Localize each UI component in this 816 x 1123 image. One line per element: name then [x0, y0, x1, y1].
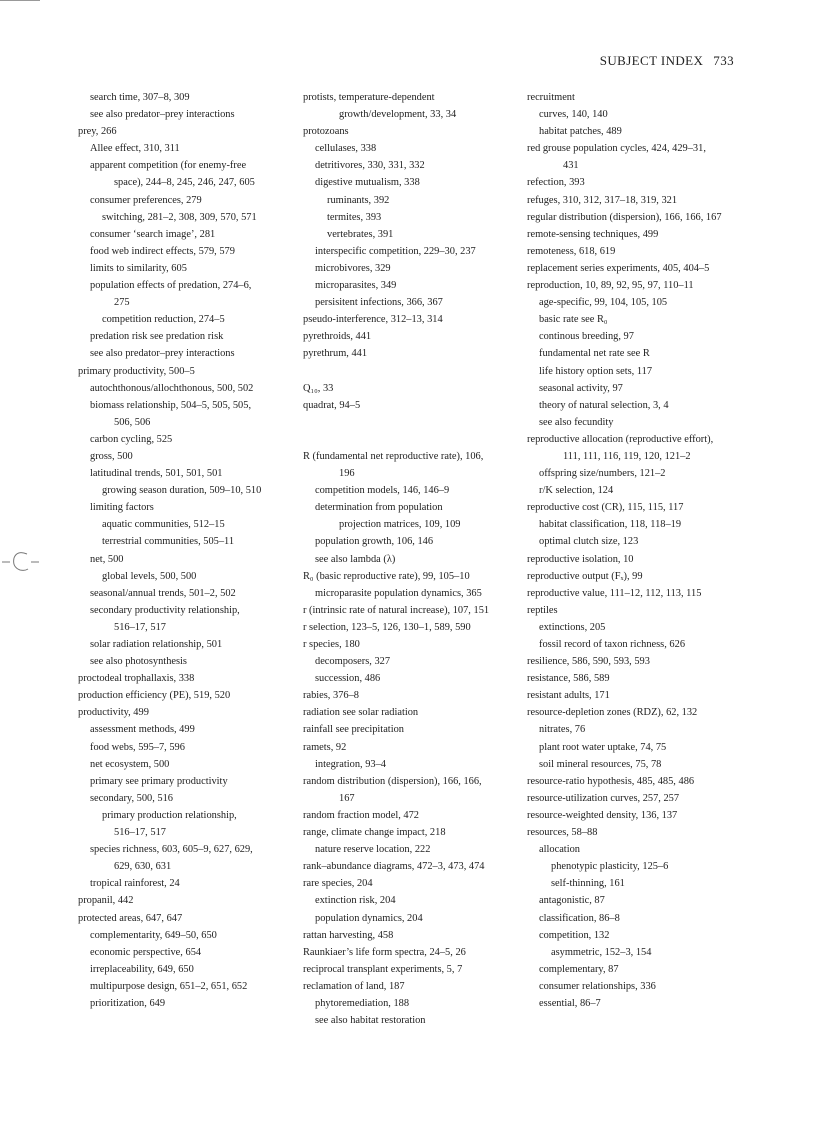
index-entry: offspring size/numbers, 121–2: [539, 468, 666, 480]
index-entry: 629, 630, 631: [114, 861, 172, 873]
index-column-1: [78, 89, 303, 1012]
index-entry: fossil record of taxon richness, 626: [539, 639, 686, 650]
index-entry: termites, 393: [327, 211, 382, 223]
index-entry: species richness, 603, 605–9, 627, 629,: [90, 844, 253, 856]
index-column-2: [303, 89, 528, 1029]
registration-mark-icon: [0, 545, 40, 575]
index-entry: asymmetric, 152–3, 154: [551, 946, 652, 958]
index-entry: prey, 266: [78, 126, 117, 138]
index-entry: optimal clutch size, 123: [539, 536, 639, 548]
index-entry: life history option sets, 117: [539, 365, 653, 377]
index-entry: economic perspective, 654: [90, 946, 202, 958]
index-entry: microparasites, 349: [315, 280, 397, 292]
index-entry: antagonistic, 87: [539, 895, 605, 907]
index-entry: consumer relationships, 336: [539, 980, 656, 992]
index-entry: irreplaceability, 649, 650: [90, 963, 194, 975]
index-entry: resource-ratio hypothesis, 485, 485, 486: [527, 775, 695, 787]
index-entry: extinctions, 205: [539, 621, 606, 633]
index-entry: Raunkiaer’s life form spectra, 24–5, 26: [303, 946, 466, 958]
index-entry: see also habitat restoration: [315, 1015, 426, 1027]
index-entry: seasonal activity, 97: [539, 382, 623, 394]
index-entry: see also predator–prey interactions: [90, 109, 235, 121]
index-entry: interspecific competition, 229–30, 237: [315, 245, 476, 257]
index-entry: Q₁₀, 33: [303, 382, 334, 394]
index-entry: global levels, 500, 500: [102, 570, 197, 582]
index-entry: fundamental net rate see R: [539, 348, 650, 360]
index-entry: latitudinal trends, 501, 501, 501: [90, 468, 223, 480]
index-entry: reproductive isolation, 10: [527, 553, 634, 565]
index-entry: protists, temperature-dependent: [303, 92, 435, 103]
index-entry: search time, 307–8, 309: [90, 92, 190, 103]
index-entry: primary productivity, 500–5: [78, 365, 195, 377]
index-entry: resource-weighted density, 136, 137: [527, 809, 678, 821]
index-entry: 431: [563, 160, 579, 172]
index-entry: allocation: [539, 844, 580, 856]
index-entry: reclamation of land, 187: [303, 980, 405, 992]
index-entry: reproductive allocation (reproductive effort),: [527, 433, 714, 445]
index-entry: secondary, 500, 516: [90, 792, 174, 804]
index-entry: limiting factors: [90, 502, 154, 514]
index-entry: self-thinning, 161: [551, 878, 625, 890]
index-entry: succession, 486: [315, 673, 381, 685]
index-entry: reciprocal transplant experiments, 5, 7: [303, 963, 463, 975]
index-entry: apparent competition (for enemy-free: [90, 160, 247, 172]
index-entry: integration, 93–4: [315, 758, 386, 770]
index-entry: soil mineral resources, 75, 78: [539, 758, 662, 770]
index-entry: consumer preferences, 279: [90, 194, 202, 206]
index-gap: [303, 414, 528, 431]
index-entry: carbon cycling, 525: [90, 433, 173, 445]
index-entry: essential, 86–7: [539, 997, 601, 1009]
index-entry: phenotypic plasticity, 125–6: [551, 861, 669, 873]
index-entry: switching, 281–2, 308, 309, 570, 571: [102, 211, 257, 223]
index-entry: 516–17, 517: [114, 621, 166, 633]
index-entry: habitat classification, 118, 118–19: [539, 519, 682, 531]
index-entry: regular distribution (dispersion), 166, 166, 167: [527, 211, 722, 223]
index-entry: refection, 393: [527, 177, 585, 189]
index-entry: Allee effect, 310, 311: [90, 143, 180, 155]
index-entry: primary production relationship,: [102, 809, 237, 821]
index-entry: population growth, 106, 146: [315, 536, 434, 548]
index-entry: reptiles: [527, 604, 558, 616]
index-entry: complementarity, 649–50, 650: [90, 929, 217, 941]
index-entry: rank–abundance diagrams, 472–3, 473, 474: [303, 861, 485, 873]
index-entry: tropical rainforest, 24: [90, 878, 180, 890]
index-entry: nitrates, 76: [539, 724, 586, 736]
running-header: [600, 53, 734, 69]
index-entry: net ecosystem, 500: [90, 758, 170, 770]
index-entry: see also photosynthesis: [90, 656, 187, 668]
index-entry: primary see primary productivity: [90, 775, 228, 787]
index-entry: prioritization, 649: [90, 997, 166, 1009]
index-entry: proctodeal trophallaxis, 338: [78, 673, 195, 685]
index-entry: production efficiency (PE), 519, 520: [78, 690, 231, 702]
index-entry: net, 500: [90, 553, 124, 565]
index-entry: growing season duration, 509–10, 510: [102, 485, 262, 497]
index-entry: see also predator–prey interactions: [90, 348, 235, 360]
index-entry: nature reserve location, 222: [315, 844, 431, 856]
index-entry: resource-utilization curves, 257, 257: [527, 792, 680, 804]
index-gap: [303, 363, 528, 380]
index-entry: vertebrates, 391: [327, 228, 394, 240]
index-entry: r/K selection, 124: [539, 485, 614, 497]
index-entry: see also fecundity: [539, 416, 614, 428]
index-entry: random fraction model, 472: [303, 809, 419, 821]
index-entry: persisitent infections, 366, 367: [315, 297, 443, 309]
index-entry: solar radiation relationship, 501: [90, 639, 223, 650]
index-entry: reproductive cost (CR), 115, 115, 117: [527, 502, 684, 514]
index-entry: population dynamics, 204: [315, 912, 423, 924]
index-entry: resources, 58–88: [527, 827, 598, 839]
index-entry: ramets, 92: [303, 741, 347, 753]
index-entry: r species, 180: [303, 639, 360, 650]
index-entry: multipurpose design, 651–2, 651, 652: [90, 980, 248, 992]
index-entry: rabies, 376–8: [303, 690, 359, 702]
index-entry: remote-sensing techniques, 499: [527, 228, 659, 240]
index-entry: secondary productivity relationship,: [90, 604, 240, 616]
index-entry: R₀ (basic reproductive rate), 99, 105–10: [303, 570, 470, 582]
index-entry: decomposers, 327: [315, 656, 391, 668]
index-entry: pyrethroids, 441: [303, 331, 372, 343]
index-entry: resistance, 586, 589: [527, 673, 610, 685]
index-entry: space), 244–8, 245, 246, 247, 605: [114, 177, 255, 189]
index-entry: autochthonous/allochthonous, 500, 502: [90, 382, 254, 394]
index-entry: microparasite population dynamics, 365: [315, 587, 482, 599]
index-entry: gross, 500: [90, 450, 133, 462]
index-entry: cellulases, 338: [315, 143, 377, 155]
index-entry: 196: [339, 468, 355, 480]
index-entry: seasonal/annual trends, 501–2, 502: [90, 587, 236, 599]
crop-mark: [0, 0, 40, 5]
index-entry: classification, 86–8: [539, 912, 620, 924]
index-entry: assessment methods, 499: [90, 724, 195, 736]
index-entry: reproductive value, 111–12, 112, 113, 115: [527, 587, 702, 599]
index-entry: plant root water uptake, 74, 75: [539, 741, 667, 753]
index-entry: radiation see solar radiation: [303, 707, 419, 719]
index-entry: food webs, 595–7, 596: [90, 741, 185, 753]
index-entry: predation risk see predation risk: [90, 331, 224, 343]
index-gap: [303, 431, 528, 448]
index-entry: 275: [114, 297, 130, 309]
index-entry: resource-depletion zones (RDZ), 62, 132: [527, 707, 698, 719]
index-entry: biomass relationship, 504–5, 505, 505,: [90, 399, 252, 411]
section-title: SUBJECT INDEX: [599, 53, 704, 68]
index-entry: rainfall see precipitation: [303, 724, 404, 736]
index-entry: microbivores, 329: [315, 262, 391, 274]
index-entry: 516–17, 517: [114, 827, 166, 839]
index-entry: range, climate change impact, 218: [303, 827, 446, 839]
index-entry: extinction risk, 204: [315, 895, 396, 907]
index-entry: age-specific, 99, 104, 105, 105: [539, 297, 668, 309]
index-entry: habitat patches, 489: [539, 126, 622, 138]
index-entry: aquatic communities, 512–15: [102, 519, 225, 531]
index-entry: food web indirect effects, 579, 579: [90, 245, 235, 257]
index-entry: random distribution (dispersion), 166, 166,: [303, 775, 482, 787]
index-entry: remoteness, 618, 619: [527, 245, 616, 257]
index-entry: r (intrinsic rate of natural increase), 107, 151: [303, 604, 490, 616]
index-entry: complementary, 87: [539, 963, 619, 975]
index-entry: 506, 506: [114, 416, 151, 428]
index-entry: competition reduction, 274–5: [102, 314, 225, 326]
index-entry: protected areas, 647, 647: [78, 912, 183, 924]
index-entry: rare species, 204: [303, 878, 373, 890]
index-entry: continous breeding, 97: [539, 331, 634, 343]
index-entry: basic rate see R₀: [539, 314, 608, 326]
index-entry: r selection, 123–5, 126, 130–1, 589, 590: [303, 621, 471, 633]
index-entry: digestive mutualism, 338: [315, 177, 420, 189]
index-entry: rattan harvesting, 458: [303, 929, 394, 941]
index-entry: quadrat, 94–5: [303, 399, 361, 411]
index-entry: replacement series experiments, 405, 404–5: [527, 262, 710, 274]
index-entry: reproduction, 10, 89, 92, 95, 97, 110–11: [527, 280, 694, 292]
index-entry: consumer ‘search image’, 281: [90, 228, 216, 240]
index-entry: 167: [339, 792, 355, 804]
index-entry: theory of natural selection, 3, 4: [539, 399, 669, 411]
index-entry: refuges, 310, 312, 317–18, 319, 321: [527, 194, 678, 206]
index-entry: see also lambda (λ): [315, 553, 396, 565]
index-entry: population effects of predation, 274–6,: [90, 280, 252, 292]
index-entry: propanil, 442: [78, 895, 134, 907]
index-entry: reproductive output (Fₓ), 99: [527, 570, 643, 582]
index-entry: 111, 111, 116, 119, 120, 121–2: [563, 450, 691, 462]
index-entry: detritivores, 330, 331, 332: [315, 160, 425, 172]
page-number: 733: [713, 53, 734, 68]
index-entry: competition models, 146, 146–9: [315, 485, 450, 497]
index-entry: projection matrices, 109, 109: [339, 519, 461, 531]
index-entry: ruminants, 392: [327, 194, 390, 206]
index-entry: competition, 132: [539, 929, 610, 941]
index-entry: terrestrial communities, 505–11: [102, 536, 235, 548]
index-entry: resistant adults, 171: [527, 690, 610, 702]
index-entry: resilience, 586, 590, 593, 593: [527, 656, 650, 668]
index-entry: determination from population: [315, 502, 443, 514]
index-entry: pseudo-interference, 312–13, 314: [303, 314, 443, 326]
index-entry: recruitment: [527, 92, 575, 103]
index-entry: R (fundamental net reproductive rate), 106,: [303, 450, 484, 462]
index-entry: productivity, 499: [78, 707, 149, 719]
index-entry: protozoans: [303, 126, 349, 138]
index-entry: pyrethrum, 441: [303, 348, 368, 360]
registration-mark: [0, 545, 40, 575]
index-entry: curves, 140, 140: [539, 109, 608, 121]
index-entry: limits to similarity, 605: [90, 262, 187, 274]
index-entry: phytoremediation, 188: [315, 997, 410, 1009]
index-entry: red grouse population cycles, 424, 429–31,: [527, 143, 706, 155]
index-column-3: [527, 89, 742, 1012]
index-entry: growth/development, 33, 34: [339, 109, 457, 121]
